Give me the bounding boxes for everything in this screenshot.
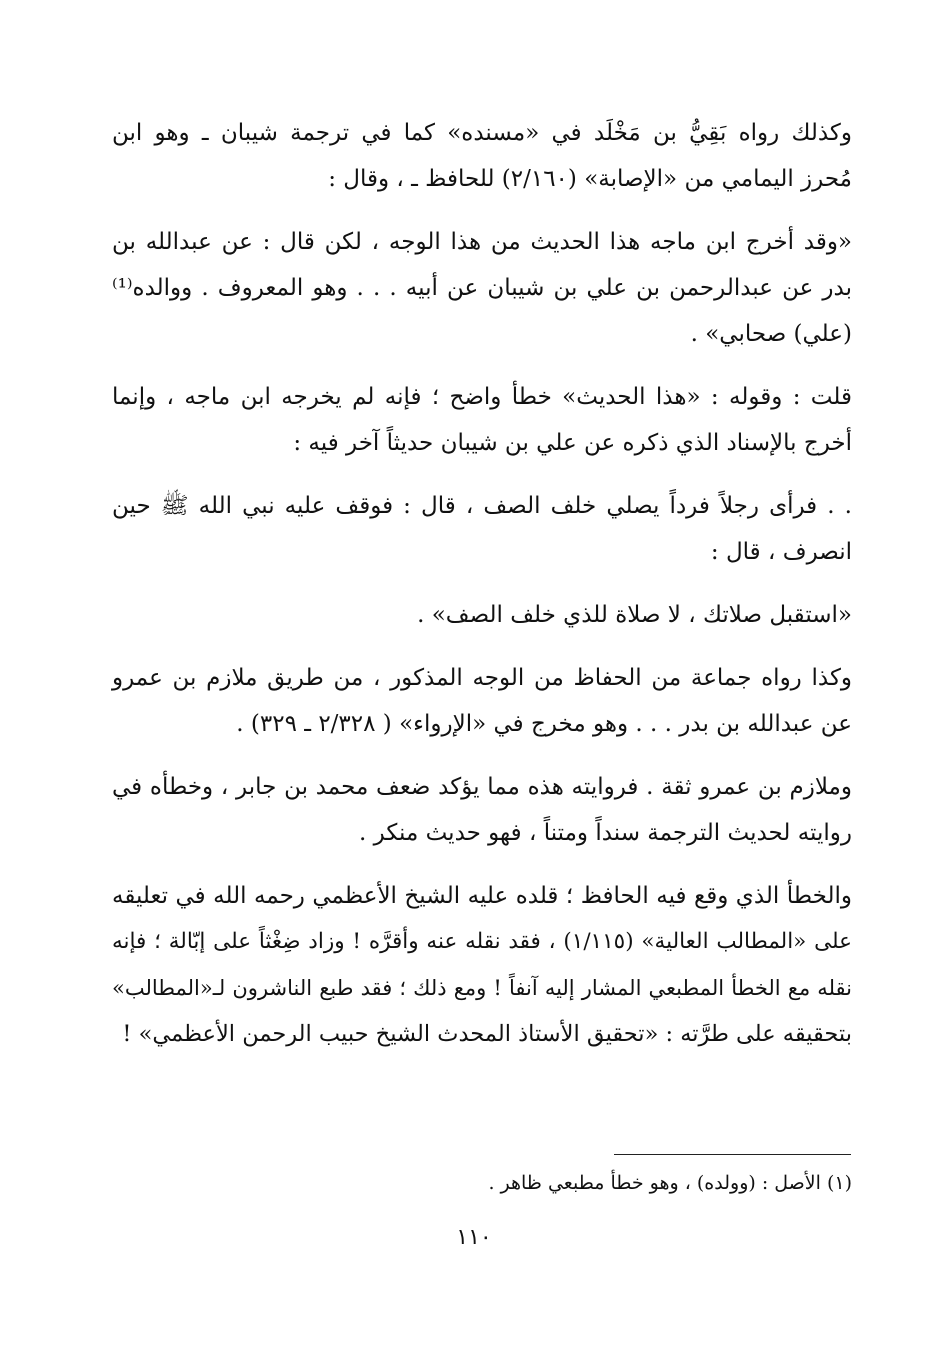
paragraph: [112, 764, 852, 856]
paragraph: [112, 655, 852, 747]
text-line: على «المطالب العالية» (١/١١٥) ، فقد نقله عنه وأقرَّه ! وزاد ضِغْثاً على إبّالة ؛ فإنه: [112, 929, 852, 954]
text-line: والخطأ الذي وقع فيه الحافظ ؛ قلده عليه الشيخ الأعظمي رحمه الله في تعليقه: [112, 883, 852, 909]
page-number: ١١٠: [456, 1225, 492, 1250]
text-line: «استقبل صلاتك ، لا صلاة للذي خلف الصف» .: [417, 602, 852, 628]
text-line: قلت : وقوله : «هذا الحديث» خطأ واضح ؛ فإنه لم يخرجه ابن ماجه ، وإنما: [112, 384, 852, 410]
text-line: نقله مع الخطأ المطبعي المشار إليه آنفاً ! ومع ذلك ؛ فقد طبع الناشرون لـ«المطالب»: [112, 976, 852, 1000]
text-line: مُحرز اليمامي من «الإصابة» (٢/١٦٠) للحافظ ـ ، وقال :: [328, 166, 852, 192]
paragraph: [112, 219, 852, 357]
paragraph: [112, 483, 852, 575]
footnote-separator: [614, 1154, 851, 1155]
text-line: انصرف ، قال :: [710, 539, 852, 565]
text-line: روايته لحديث الترجمة سنداً ومتناً ، فهو حديث منكر .: [359, 820, 852, 846]
body-text: [112, 110, 852, 1057]
text-line: وكذا رواه جماعة من الحفاظ من الوجه المذكور ، من طريق ملازم بن عمرو: [112, 665, 852, 691]
text-line: بدر عن عبدالرحمن بن علي بن شيبان عن أبيه . . . وهو المعروف . ووالده⁽¹⁾: [112, 275, 852, 301]
text-line: (علي) صحابي» .: [690, 321, 852, 347]
text-line: وكذلك رواه بَقِيُّ بن مَخْلَد في «مسنده» كما في ترجمة شيبان ـ وهو ابن: [112, 120, 852, 146]
paragraph: [112, 374, 852, 466]
text-line: بتحقيقه على طرَّته : «تحقيق الأستاذ المحدث الشيخ حبيب الرحمن الأعظمي» !: [122, 1021, 852, 1047]
text-line: أخرج بالإسناد الذي ذكره عن علي بن شيبان حديثاً آخر فيه :: [293, 430, 852, 456]
text-line: وملازم بن عمرو ثقة . فروايته هذه مما يؤكد ضعف محمد بن جابر ، وخطأه في: [112, 774, 852, 800]
text-line: «وقد أخرج ابن ماجه هذا الحديث من هذا الوجه ، لكن قال : عن عبدالله بن: [112, 229, 852, 255]
footnote: (١) الأصل : (وولده) ، وهو خطأ مطبعي ظاهر .: [488, 1172, 852, 1194]
paragraph: [112, 592, 852, 638]
text-line: . . فرأى رجلاً فرداً يصلي خلف الصف ، قال : فوقف عليه نبي الله ﷺ حين: [112, 493, 852, 519]
paragraph: [112, 110, 852, 202]
paragraph: [112, 873, 852, 1057]
text-line: عن عبدالله بن بدر . . . وهو مخرج في «الإرواء» ( ٢/٣٢٨ ـ ٣٢٩) .: [236, 711, 852, 737]
